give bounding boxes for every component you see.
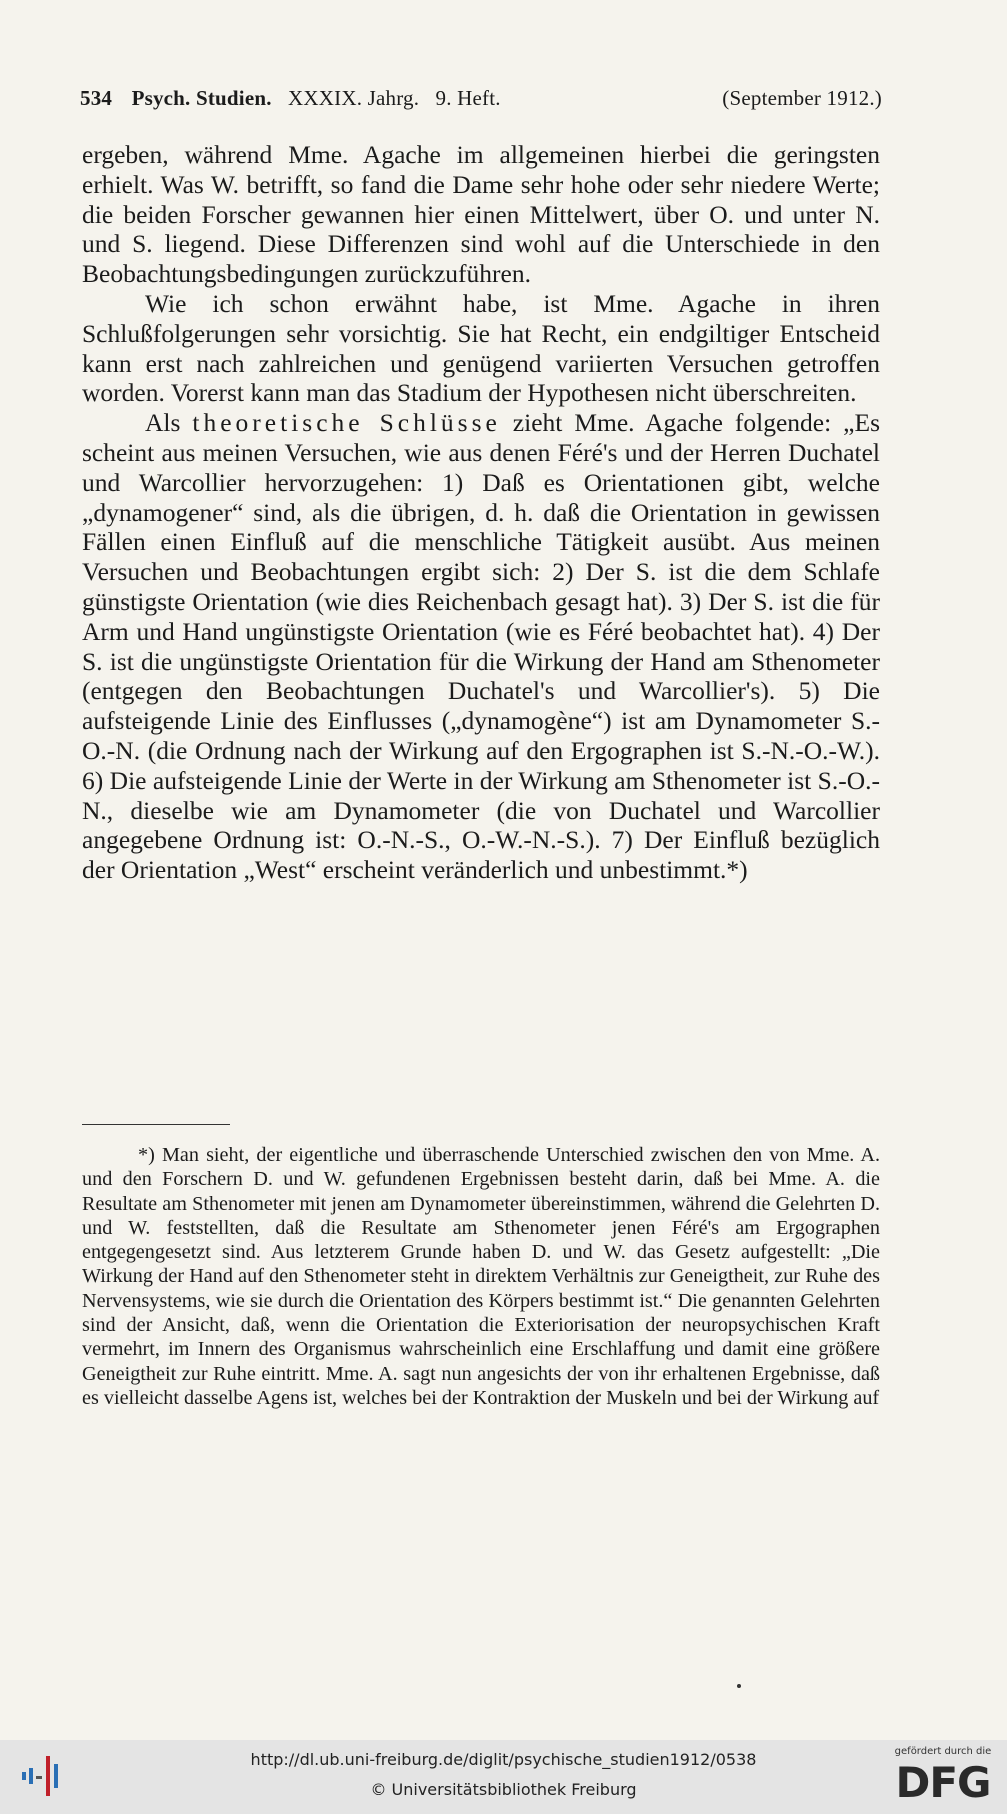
paragraph-3-rest: zieht Mme. Agache folgende: „Es scheint aus meinen Versuchen, wie aus denen Féré's und der Herren Duchatel und Warcollier hervorzugehen: 1) Daß es Orientationen gibt, welche „dynamogener“ sind, als die übrigen, d. h. daß die Orientation in gewissen Fällen einen Einfluß auf die menschliche Tätigkeit ausübt. Aus meinen Versuchen und Beobachtungen ergibt sich: 2) Der S. ist die dem Schlafe günstigste Orientation (wie dies Reichenbach gesagt hat). 3) Der S. ist die für Arm und Hand ungünstigste Orientation (wie es Féré beobachtet hat). 4) Der S. ist die ungünstigste Orientation für die Wirkung der Hand am Sthenometer (entgegen den Beobachtungen Duchatel's und Warcollier's). 5) Die aufsteigende Linie des Einflusses („dynamogène“) ist am Dynamometer S.-O.-N. (die Ordnung nach der Wirkung auf den Ergographen ist S.-N.-O.-W.). 6) Die aufsteigende Linie der Werte in der Wirkung am Sthenometer ist S.-O.-N., dieselbe wie am Dynamometer (die von Duchatel und Warcollier angegebene Ordnung ist: O.-N.-S., O.-W.-N.-S.). 7) Der Einfluß bezüglich der Orientation „West“ erscheint veränderlich und unbestimmt.*) — [82, 408, 880, 885]
footnote — [82, 1143, 880, 1410]
paragraph-3 — [82, 408, 880, 885]
dfg-logo-icon: DFG — [895, 1758, 991, 1807]
source-url-link[interactable]: http://dl.ub.uni-freiburg.de/diglit/psychische_studien1912/0538 — [250, 1750, 757, 1769]
issue-date: (September 1912.) — [722, 86, 882, 110]
paragraph-1: ergeben, während Mme. Agache im allgemeinen hierbei die geringsten erhielt. Was W. betrifft, so fand die Dame sehr hohe oder sehr niedere Werte; die beiden Forscher gewannen hier einen Mittelwert, über O. und unter N. und S. liegend. Diese Differenzen sind wohl auf die Unterschiede in den Beobachtungsbedingungen zurückzuführen. — [82, 140, 880, 289]
emphasized-phrase: theoretische Schlüsse — [192, 408, 501, 438]
footnote-text: *) Man sieht, der eigentliche und überraschende Unterschied zwischen den von Mme. A. und den Forschern D. und W. gefundenen Ergebnissen besteht darin, daß bei Mme. A. die Resultate am Sthenometer mit jenen am Dynamometer übereinstimmen, während die Gelehrten D. und W. feststellten, daß die Resultate am Sthenometer jenen Féré's am Ergographen entgegengesetzt sind. Aus letzterem Grunde haben D. und W. das Gesetz aufgestellt: „Die Wirkung der Hand auf den Sthenometer steht in direktem Verhältnis zur Geneigtheit, zur Ruhe des Nervensystems, wie sie durch die Orientation des Körpers bestimmt ist.“ Die genannten Gelehrten sind der Ansicht, daß, wenn die Orientation die Exteriorisation der neuropsychischen Kraft vermehrt, im Innern des Organismus wahrscheinlich eine Erschlaffung und damit eine größere Geneigtheit zur Ruhe eintritt. Mme. A. sagt nun angesichts der von ihr erhaltenen Ergebnisse, daß es vielleicht dasselbe Agens ist, welches bei der Kontraktion der Muskeln und bei der Wirkung auf — [82, 1144, 880, 1409]
page-number: 534 — [80, 86, 113, 110]
paragraph-3-lead: Als — [145, 408, 181, 438]
issue: 9. Heft. — [435, 86, 501, 110]
footnote-separator — [82, 1124, 230, 1125]
paragraph-2: Wie ich schon erwähnt habe, ist Mme. Agache in ihren Schlußfolgerungen sehr vorsichtig. Sie hat Recht, ein endgiltiger Entscheid kann erst nach zahlreichen und genügend variierten Versuchen getroffen worden. Vorerst kann man das Stadium der Hypothesen nicht überschreiten. — [82, 288, 880, 408]
copyright-text: © Universitätsbibliothek Freiburg — [370, 1780, 637, 1799]
dfg-caption: gefördert durch die — [894, 1746, 992, 1757]
journal-title: Psych. Studien. — [131, 86, 272, 110]
viewer-footer — [0, 1740, 1007, 1814]
volume: XXXIX. Jahrg. — [288, 86, 420, 110]
scan-speck — [737, 1684, 741, 1688]
main-text — [82, 140, 880, 885]
running-header — [80, 86, 880, 111]
